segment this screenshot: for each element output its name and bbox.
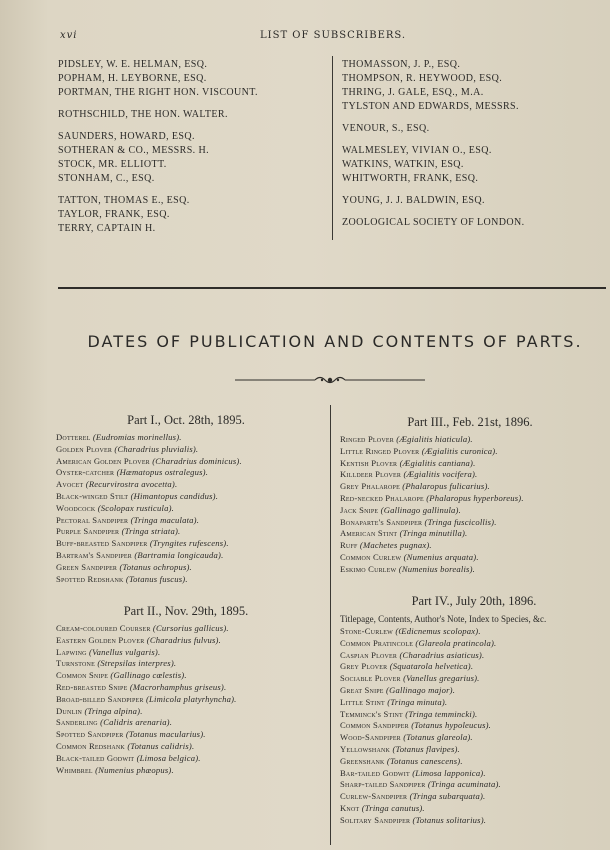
species-entry: [56, 479, 316, 491]
latin-name: (Gallinago major).: [386, 684, 456, 695]
common-name: Black-winged Stilt: [56, 490, 129, 501]
species-entry: [340, 744, 608, 756]
subscriber-entry: STOCK, MR. ELLIOTT.: [58, 159, 167, 170]
subscriber-entry: PIDSLEY, W. E. HELMAN, ESQ.: [58, 59, 208, 70]
species-entry: [340, 552, 600, 564]
common-name: Yellowshank: [340, 743, 391, 754]
species-entry: [340, 493, 600, 505]
common-name: Grey Phalarope: [340, 481, 400, 492]
common-name: Ruff: [340, 540, 358, 551]
species-entry: [340, 815, 608, 827]
species-entry: [340, 720, 608, 732]
latin-name: (Vanellus gregarius).: [403, 673, 480, 684]
latin-name: (Charadrius pluvialis).: [114, 443, 199, 454]
common-name: Grey Plover: [340, 661, 388, 672]
common-name: Sharp-tailed Sandpiper: [340, 779, 426, 790]
subscriber-entry: POPHAM, H. LEYBORNE, ESQ.: [58, 73, 207, 84]
common-name: Turnstone: [56, 658, 95, 669]
latin-name: (Tringa striata).: [121, 526, 181, 537]
species-entry: [56, 515, 316, 527]
common-name: Cream-coloured Courser: [56, 623, 151, 633]
species-entry: [56, 574, 316, 586]
common-name: Common Snipe: [56, 670, 109, 681]
common-name: Pectoral Sandpiper: [56, 514, 129, 525]
latin-name: (Hæmatopus ostralegus).: [116, 467, 209, 478]
common-name: Dotterel: [56, 432, 91, 442]
common-name: Little Ringed Plover: [340, 445, 420, 456]
species-entry: [56, 467, 316, 479]
latin-name: (Totanus fuscus).: [125, 573, 188, 584]
species-list: [340, 434, 600, 576]
species-entry: [340, 446, 600, 458]
species-entry: [56, 706, 316, 718]
species-entry: [56, 491, 316, 503]
latin-name: (Numenius borealis).: [398, 563, 476, 574]
species-entry: [56, 717, 316, 729]
latin-name: (Totanus solitarius).: [412, 814, 487, 825]
species-entry: [340, 540, 600, 552]
common-name: Jack Snipe: [340, 504, 379, 515]
common-name: Ringed Plover: [340, 434, 394, 444]
species-entry: [56, 682, 316, 694]
subscriber-entry: THOMPSON, R. HEYWOOD, ESQ.: [342, 73, 503, 84]
part-two: [56, 604, 316, 776]
subscribers-right-column: [342, 58, 602, 230]
subscriber-entry: WALMESLEY, VIVIAN O., ESQ.: [342, 145, 492, 156]
section-divider: [58, 287, 606, 289]
species-entry: [340, 638, 608, 650]
common-name: Red-necked Phalarope: [340, 492, 424, 503]
species-entry: [340, 685, 608, 697]
latin-name: (Numenius arquata).: [403, 551, 479, 562]
latin-name: (Tryngites rufescens).: [149, 538, 229, 549]
latin-name: (Tringa canutus).: [361, 802, 425, 813]
species-entry: [340, 756, 608, 768]
subscriber-entry: THRING, J. GALE, ESQ., M.A.: [342, 87, 484, 98]
latin-name: (Glareola pratincola).: [415, 637, 497, 648]
subscribers-left-column: [58, 58, 328, 236]
latin-name: (Tringa minuta).: [387, 696, 448, 707]
latin-name: (Totanus ochropus).: [119, 561, 192, 572]
latin-name: (Numenius phæopus).: [95, 764, 174, 775]
species-entry: [56, 635, 316, 647]
species-entry: [56, 694, 316, 706]
latin-name: (Tringa temmincki).: [405, 708, 478, 719]
ornament-rule-icon: [235, 372, 425, 388]
common-name: Bonaparte's Sandpiper: [340, 516, 423, 527]
common-name: Woodcock: [56, 502, 96, 513]
species-entry: [56, 526, 316, 538]
common-name: Greenshank: [340, 755, 385, 766]
group-gap: [58, 122, 328, 130]
latin-name: (Gallinago gallinula).: [380, 504, 461, 515]
latin-name: (Gallinago cœlestis).: [110, 670, 187, 681]
common-name: Knot: [340, 802, 360, 813]
species-entry: [340, 650, 608, 662]
latin-name: (Limosa lapponica).: [412, 767, 486, 778]
part-one: [56, 413, 316, 585]
latin-name: (Squatarola helvetica).: [389, 661, 474, 672]
latin-name: (Ægialitis hiaticula).: [396, 434, 473, 444]
part-heading: Part I., Oct. 28th, 1895.: [127, 413, 245, 427]
latin-name: (Œdicnemus scolopax).: [395, 626, 481, 636]
species-entry: [340, 564, 600, 576]
subscriber-entry: SOTHERAN & CO., MESSRS. H.: [58, 145, 209, 156]
subscriber-entry: TATTON, THOMAS E., ESQ.: [58, 195, 190, 206]
species-entry: [56, 647, 316, 659]
latin-name: (Totanus hypoleucus).: [411, 720, 492, 731]
subscriber-entry: WHITWORTH, FRANK, ESQ.: [342, 173, 479, 184]
page-number: xvi: [60, 30, 78, 41]
species-entry: [340, 517, 600, 529]
latin-name: (Charadrius asiaticus).: [399, 649, 485, 660]
column-divider: [332, 56, 333, 240]
species-entry: [340, 626, 608, 638]
common-name: Curlew-Sandpiper: [340, 791, 408, 802]
latin-name: (Phalaropus hyperboreus).: [426, 492, 524, 503]
common-name: Common Redshank: [56, 740, 125, 751]
species-entry: [340, 791, 608, 803]
common-name: Great Snipe: [340, 684, 384, 695]
common-name: American Golden Plover: [56, 455, 150, 466]
species-entry: [340, 528, 600, 540]
part-heading: Part IV., July 20th, 1896.: [411, 594, 537, 608]
subscriber-entry: STONHAM, C., ESQ.: [58, 173, 155, 184]
common-name: Stone-Curlew: [340, 626, 393, 636]
part-heading: Part III., Feb. 21st, 1896.: [407, 415, 533, 429]
header-title: LIST OF SUBSCRIBERS.: [260, 30, 407, 41]
species-entry: [340, 709, 608, 721]
species-entry: [56, 432, 316, 444]
group-gap: [58, 186, 328, 194]
parts-column-divider: [330, 405, 331, 845]
group-gap: [342, 208, 602, 216]
part-four: [340, 594, 608, 827]
common-name: Common Pratincole: [340, 637, 414, 648]
common-name: Caspian Plover: [340, 649, 398, 660]
common-name: Spotted Redshank: [56, 573, 124, 584]
latin-name: (Macrorhamphus griseus).: [129, 681, 227, 692]
common-name: Eastern Golden Plover: [56, 634, 145, 645]
common-name: Sociable Plover: [340, 673, 401, 684]
species-entry: [56, 753, 316, 765]
species-entry: [340, 458, 600, 470]
latin-name: (Machetes pugnax).: [359, 540, 432, 551]
species-list: [56, 432, 316, 585]
common-name: Common Curlew: [340, 551, 402, 562]
part-heading: Part II., Nov. 29th, 1895.: [123, 604, 249, 618]
subscriber-entry: TERRY, CAPTAIN H.: [58, 223, 156, 234]
common-name: Red-breasted Snipe: [56, 681, 128, 692]
latin-name: (Totanus flavipes).: [392, 743, 460, 754]
latin-name: (Limosa belgica).: [136, 752, 201, 763]
subscriber-entry: YOUNG, J. J. BALDWIN, ESQ.: [342, 195, 485, 206]
species-entry: [56, 550, 316, 562]
latin-name: (Vanellus vulgaris).: [89, 646, 161, 657]
species-entry: [56, 741, 316, 753]
common-name: Killdeer Plover: [340, 469, 402, 480]
latin-name: (Himantopus candidus).: [130, 490, 219, 501]
common-name: Broad-billed Sandpiper: [56, 693, 144, 704]
part-note: Titlepage, Contents, Author's Note, Index to Species, &c.: [340, 614, 547, 624]
subscriber-entry: TYLSTON AND EDWARDS, MESSRS.: [342, 101, 519, 112]
species-entry: [340, 803, 608, 815]
species-entry: [340, 673, 608, 685]
species-entry: [56, 623, 316, 635]
latin-name: (Strepsilas interpres).: [97, 658, 177, 669]
common-name: Green Sandpiper: [56, 561, 118, 572]
subscriber-entry: PORTMAN, THE RIGHT HON. VISCOUNT.: [58, 87, 258, 98]
subscriber-entry: VENOUR, S., ESQ.: [342, 123, 430, 134]
common-name: Solitary Sandpiper: [340, 814, 411, 825]
latin-name: (Tringa subarquata).: [409, 791, 486, 802]
common-name: Avocet: [56, 479, 84, 490]
species-entry: [340, 697, 608, 709]
common-name: Bartram's Sandpiper: [56, 549, 132, 560]
species-entry: [340, 434, 600, 446]
common-name: Buff-breasted Sandpiper: [56, 538, 148, 549]
common-name: Golden Plover: [56, 443, 113, 454]
subscriber-entry: SAUNDERS, HOWARD, ESQ.: [58, 131, 195, 142]
latin-name: (Limicola platyrhyncha).: [145, 693, 237, 704]
species-entry: [340, 481, 600, 493]
common-name: Kentish Plover: [340, 457, 398, 468]
latin-name: (Eudromias morinellus).: [92, 432, 182, 442]
latin-name: (Tringa acuminata).: [427, 779, 501, 790]
common-name: Bar-tailed Godwit: [340, 767, 410, 778]
latin-name: (Phalaropus fulicarius).: [402, 481, 490, 492]
latin-name: (Ægialitis curonica).: [421, 445, 498, 456]
common-name: Spotted Sandpiper: [56, 729, 124, 740]
common-name: Oyster-catcher: [56, 467, 115, 478]
common-name: Whimbrel: [56, 764, 93, 775]
species-entry: [56, 456, 316, 468]
running-header: [60, 30, 580, 46]
latin-name: (Tringa fuscicollis).: [424, 516, 497, 527]
species-entry: [340, 768, 608, 780]
subscriber-entry: ZOOLOGICAL SOCIETY OF LONDON.: [342, 217, 525, 228]
species-list: [56, 623, 316, 776]
species-entry: [56, 538, 316, 550]
common-name: Lapwing: [56, 646, 87, 657]
common-name: American Stint: [340, 528, 398, 539]
common-name: Common Sandpiper: [340, 720, 409, 731]
species-entry: [56, 503, 316, 515]
common-name: Wood-Sandpiper: [340, 732, 401, 743]
species-entry: [340, 779, 608, 791]
latin-name: (Scolopax rusticula).: [97, 502, 175, 513]
latin-name: (Tringa maculata).: [130, 514, 200, 525]
latin-name: (Cursorius gallicus).: [152, 623, 229, 633]
latin-name: (Tringa minutilla).: [399, 528, 468, 539]
part-three: [340, 415, 600, 576]
group-gap: [58, 100, 328, 108]
subscriber-entry: TAYLOR, FRANK, ESQ.: [58, 209, 170, 220]
latin-name: (Totanus calidris).: [127, 740, 195, 751]
common-name: Sanderling: [56, 717, 98, 728]
latin-name: (Calidris arenaria).: [100, 717, 173, 728]
common-name: Purple Sandpiper: [56, 526, 120, 537]
latin-name: (Totanus glareola).: [403, 732, 473, 743]
latin-name: (Recurvirostra avocetta).: [85, 479, 178, 490]
common-name: Temminck's Stint: [340, 708, 403, 719]
latin-name: (Ægialitis cantiana).: [399, 457, 476, 468]
group-gap: [342, 136, 602, 144]
latin-name: (Totanus canescens).: [386, 755, 463, 766]
species-entry: [340, 505, 600, 517]
common-name: Little Stint: [340, 696, 385, 707]
species-entry: [56, 670, 316, 682]
species-entry: [56, 562, 316, 574]
species-entry: [56, 729, 316, 741]
subscriber-entry: ROTHSCHILD, THE HON. WALTER.: [58, 109, 228, 120]
group-gap: [342, 114, 602, 122]
species-entry: [340, 661, 608, 673]
species-entry: [56, 765, 316, 777]
species-entry: [56, 444, 316, 456]
latin-name: (Charadrius fulvus).: [146, 634, 221, 645]
common-name: Dunlin: [56, 705, 83, 716]
subscriber-entry: THOMASSON, J. P., ESQ.: [342, 59, 461, 70]
latin-name: (Totanus macularius).: [125, 729, 206, 740]
subscriber-entry: WATKINS, WATKIN, ESQ.: [342, 159, 464, 170]
group-gap: [342, 186, 602, 194]
species-entry: [56, 658, 316, 670]
common-name: Eskimo Curlew: [340, 563, 397, 574]
latin-name: (Bartramia longicauda).: [134, 549, 224, 560]
section-title: DATES OF PUBLICATION AND CONTENTS OF PARTS.: [87, 332, 583, 351]
latin-name: (Tringa alpina).: [84, 705, 143, 716]
species-entry: [340, 732, 608, 744]
species-entry: [340, 469, 600, 481]
latin-name: (Charadrius dominicus).: [152, 455, 242, 466]
species-list: [340, 626, 608, 827]
common-name: Black-tailed Godwit: [56, 752, 135, 763]
latin-name: (Ægialitis vocifera).: [403, 469, 478, 480]
